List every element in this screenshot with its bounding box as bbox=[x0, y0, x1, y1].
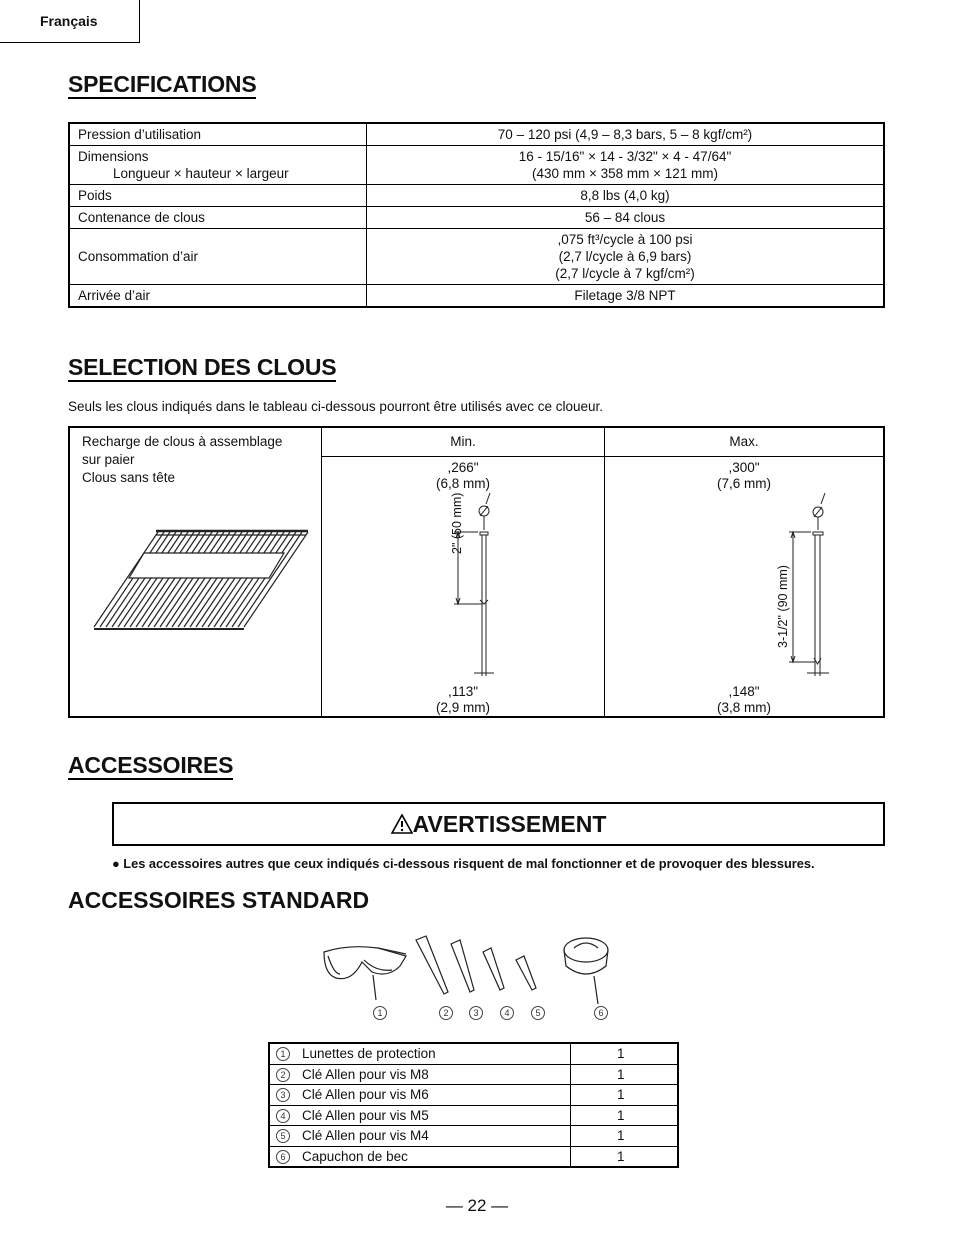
item-qty: 1 bbox=[571, 1146, 679, 1167]
spec-value: 70 – 120 psi (4,9 – 8,3 bars, 5 – 8 kgf/cm²) bbox=[367, 123, 885, 146]
item-name: Capuchon de bec bbox=[296, 1146, 571, 1167]
item-name: Lunettes de protection bbox=[296, 1043, 571, 1064]
item-number: 2 bbox=[269, 1064, 296, 1085]
callout-5: 5 bbox=[531, 1003, 545, 1021]
item-number: 4 bbox=[269, 1105, 296, 1126]
language-tab: Français bbox=[0, 0, 140, 43]
nail-type-line: sur paier bbox=[82, 452, 135, 467]
min-nail-cell bbox=[322, 428, 605, 716]
nail-selection-heading: SELECTION DES CLOUS bbox=[68, 354, 337, 380]
spec-label bbox=[69, 146, 367, 185]
warning-box bbox=[112, 802, 885, 846]
table-row bbox=[269, 1105, 678, 1126]
table-row bbox=[269, 1085, 678, 1106]
callout-1: 1 bbox=[373, 1003, 387, 1021]
table-row bbox=[69, 207, 884, 229]
table-row bbox=[269, 1064, 678, 1085]
nail-strip-illustration bbox=[70, 523, 321, 723]
spec-value-line: (2,7 l/cycle à 6,9 bars) bbox=[558, 249, 692, 264]
warning-icon bbox=[391, 814, 413, 834]
nail-type-cell bbox=[70, 428, 322, 716]
spec-value bbox=[367, 229, 885, 285]
min-head-dia-mm: (6,8 mm) bbox=[436, 476, 490, 491]
callout-6: 6 bbox=[594, 1003, 608, 1021]
item-qty: 1 bbox=[571, 1126, 679, 1147]
callout-4: 4 bbox=[500, 1003, 514, 1021]
item-number: 5 bbox=[269, 1126, 296, 1147]
item-name: Clé Allen pour vis M8 bbox=[296, 1064, 571, 1085]
table-row bbox=[269, 1126, 678, 1147]
nail-selection-table bbox=[68, 426, 885, 718]
spec-value: 8,8 lbs (4,0 kg) bbox=[367, 185, 885, 207]
max-shank-mm: (3,8 mm) bbox=[717, 700, 771, 715]
item-name: Clé Allen pour vis M4 bbox=[296, 1126, 571, 1147]
callout-3: 3 bbox=[469, 1003, 483, 1021]
spec-label: Poids bbox=[69, 185, 367, 207]
warning-title: AVERTISSEMENT bbox=[412, 811, 607, 837]
max-shank: ,148" bbox=[728, 684, 760, 699]
item-number: 3 bbox=[269, 1085, 296, 1106]
nail-type-line: Recharge de clous à assemblage bbox=[82, 434, 283, 449]
max-header: Max. bbox=[605, 428, 883, 457]
min-head-dia: ,266" bbox=[447, 460, 479, 475]
item-qty: 1 bbox=[571, 1105, 679, 1126]
standard-accessories-table bbox=[268, 1042, 679, 1168]
spec-value-line: ,075 ft³/cycle à 100 psi bbox=[557, 232, 693, 247]
table-row bbox=[269, 1146, 678, 1167]
spec-label: Consommation d’air bbox=[69, 229, 367, 285]
spec-value: Filetage 3/8 NPT bbox=[367, 285, 885, 308]
max-head-dia: ,300" bbox=[728, 460, 760, 475]
callout-2: 2 bbox=[439, 1003, 453, 1021]
spec-value bbox=[367, 146, 885, 185]
item-qty: 1 bbox=[571, 1064, 679, 1085]
spec-label: Pression d’utilisation bbox=[69, 123, 367, 146]
spec-value-line: (430 mm × 358 mm × 121 mm) bbox=[531, 166, 719, 181]
spec-value-line: (2,7 l/cycle à 7 kgf/cm²) bbox=[555, 266, 695, 281]
specifications-table bbox=[68, 122, 885, 308]
table-row bbox=[69, 185, 884, 207]
min-shank: ,113" bbox=[447, 684, 479, 699]
max-head-dia-mm: (7,6 mm) bbox=[717, 476, 771, 491]
table-row bbox=[69, 229, 884, 285]
item-name: Clé Allen pour vis M5 bbox=[296, 1105, 571, 1126]
spec-label: Arrivée d’air bbox=[69, 285, 367, 308]
max-nail-cell bbox=[605, 428, 883, 716]
accessories-heading: ACCESSOIRES bbox=[68, 752, 234, 778]
min-header: Min. bbox=[322, 428, 604, 457]
table-row bbox=[69, 146, 884, 185]
page-number: — 22 — bbox=[445, 1196, 509, 1215]
warning-text: ● Les accessoires autres que ceux indiqués ci-dessous risquent de mal fonctionner et de provoquer des blessures. bbox=[112, 856, 815, 871]
min-length: 2" (50 mm) bbox=[450, 492, 464, 554]
min-shank-mm: (2,9 mm) bbox=[436, 700, 490, 715]
max-nail-diagram bbox=[605, 490, 887, 700]
table-row bbox=[69, 123, 884, 146]
accessories-illustration bbox=[318, 930, 618, 1020]
spec-value: 56 – 84 clous bbox=[367, 207, 885, 229]
item-number: 1 bbox=[269, 1043, 296, 1064]
spec-label: Contenance de clous bbox=[69, 207, 367, 229]
item-name: Clé Allen pour vis M6 bbox=[296, 1085, 571, 1106]
spec-label-line: Dimensions bbox=[78, 149, 149, 164]
spec-value-line: 16 - 15/16" × 14 - 3/32" × 4 - 47/64" bbox=[518, 149, 732, 164]
nail-type-line: Clous sans tête bbox=[82, 470, 176, 485]
standard-accessories-heading: ACCESSOIRES STANDARD bbox=[68, 887, 370, 913]
item-qty: 1 bbox=[571, 1043, 679, 1064]
max-length: 3-1/2" (90 mm) bbox=[776, 565, 790, 648]
table-row bbox=[69, 285, 884, 308]
specifications-heading: SPECIFICATIONS bbox=[68, 71, 257, 97]
table-row bbox=[269, 1043, 678, 1064]
item-number: 6 bbox=[269, 1146, 296, 1167]
spec-label-line: Longueur × hauteur × largeur bbox=[113, 166, 289, 181]
nail-selection-intro: Seuls les clous indiqués dans le tableau ci-dessous pourront être utilisés avec ce cloueur. bbox=[68, 399, 604, 414]
item-qty: 1 bbox=[571, 1085, 679, 1106]
